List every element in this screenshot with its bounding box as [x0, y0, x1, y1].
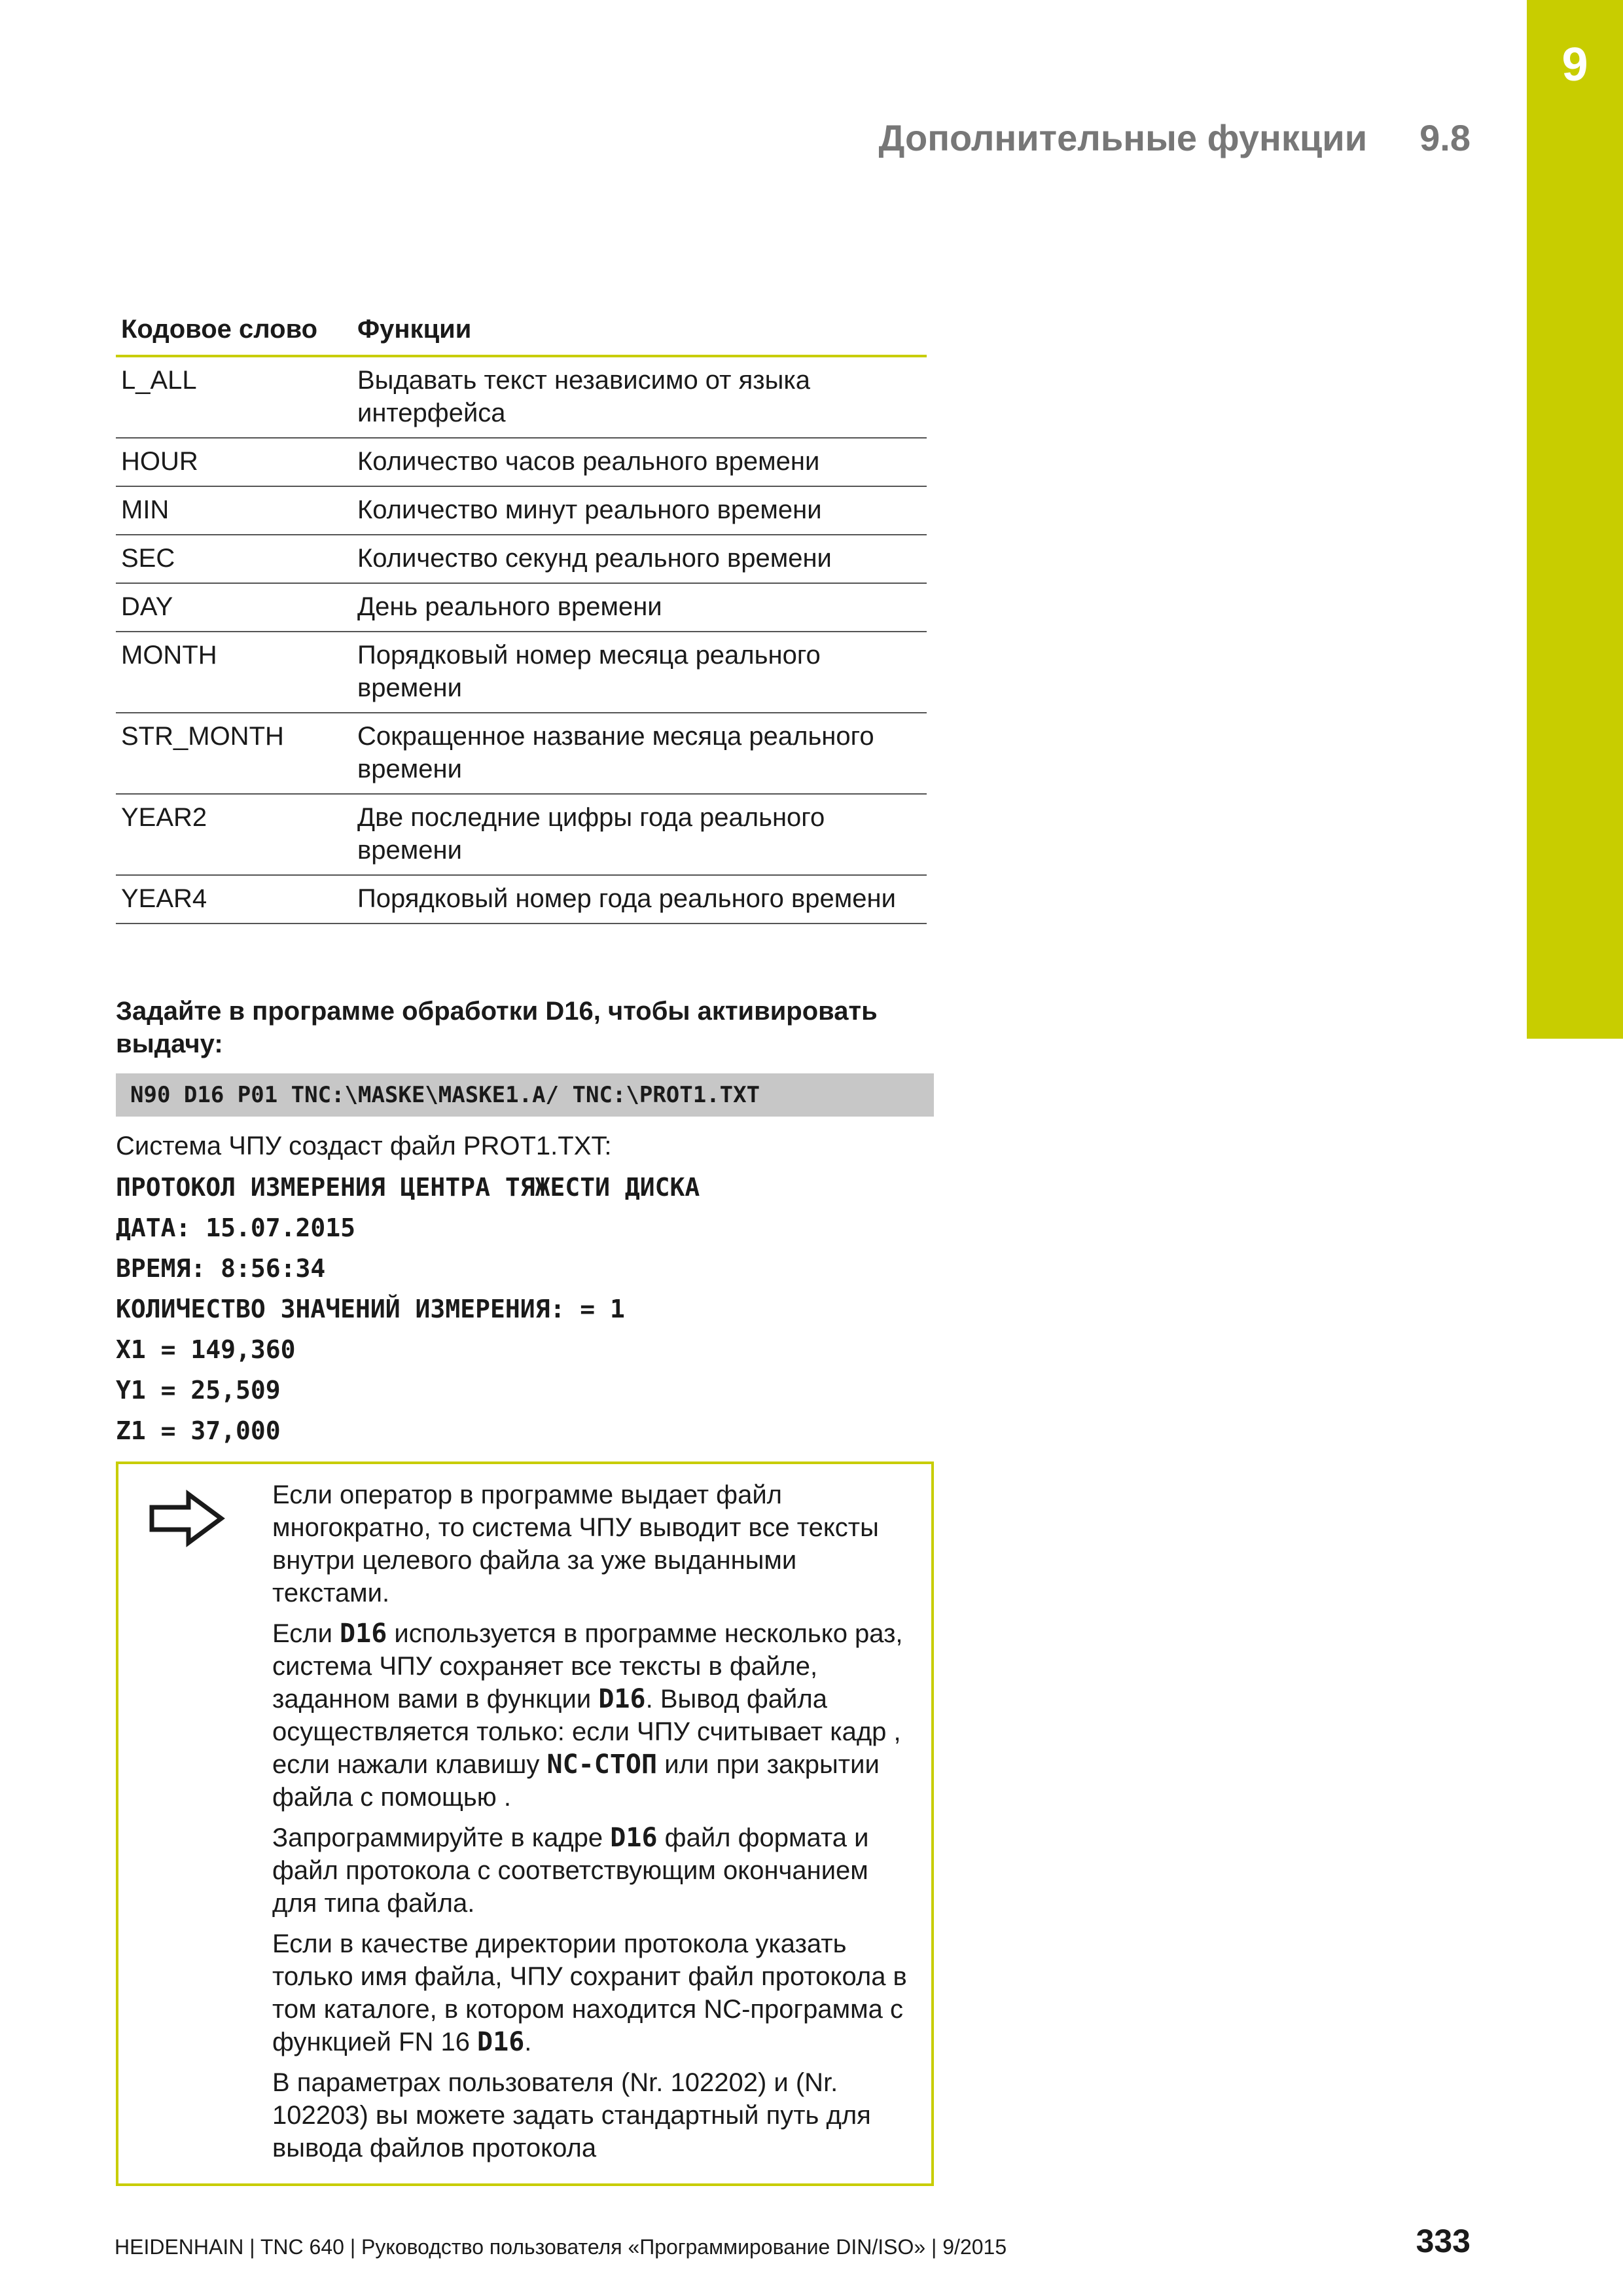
column-header-code: Кодовое слово [116, 308, 352, 356]
table-row [116, 356, 927, 438]
code-cell: HOUR [116, 438, 352, 486]
note-paragraph: Запрограммируйте в кадре D16 файл формата и файл протокола с соответствующим окончанием для типа файла. [272, 1823, 869, 1918]
header-title: Дополнительные функции [878, 117, 1368, 158]
table-row [116, 486, 927, 535]
desc-cell: День реального времени [352, 583, 927, 632]
desc-cell: Порядковый номер месяца реального времени [352, 632, 927, 713]
table-row [116, 535, 927, 583]
protocol-line: КОЛИЧЕСТВО ЗНАЧЕНИЙ ИЗМЕРЕНИЯ: = 1 [116, 1295, 625, 1323]
desc-cell: Две последние цифры года реального времени [352, 794, 927, 875]
code-cell: YEAR2 [116, 794, 352, 875]
note-paragraph: В параметрах пользователя (Nr. 102202) и (Nr. 102203) вы можете задать стандартный путь для вывода файлов протокола [272, 2068, 871, 2162]
chapter-number: 9 [1561, 39, 1588, 91]
code-cell: YEAR4 [116, 875, 352, 924]
code-cell: STR_MONTH [116, 713, 352, 794]
desc-cell: Выдавать текст независимо от языка интерфейса [352, 356, 927, 438]
code-cell: L_ALL [116, 356, 352, 438]
code-example: N90 D16 P01 TNC:\MASKE\MASKE1.A/ TNC:\PROT1.TXT [116, 1073, 934, 1117]
instruction-heading: Задайте в программе обработки D16, чтобы активировать выдачу: [116, 997, 878, 1058]
page-header [878, 117, 1471, 159]
table-row [116, 583, 927, 632]
protocol-line: X1 = 149,360 [116, 1335, 296, 1364]
table-row [116, 713, 927, 794]
note-paragraph: Если оператор в программе выдает файл многократно, то система ЧПУ выводит все тексты внутри целевого файла за уже выданными текстами. [272, 1480, 879, 1607]
header-section-number: 9.8 [1419, 117, 1471, 158]
desc-cell: Сокращенное название месяца реального времени [352, 713, 927, 794]
protocol-line: Z1 = 37,000 [116, 1416, 281, 1445]
note-paragraph: Если D16 используется в программе несколько раз, система ЧПУ сохраняет все тексты в файле, заданном вами в функции D16. Вывод файла осуществляется только: если ЧПУ считывает кадр , если нажали клавишу NC-СТОП или при закрытии файла с помощью . [272, 1619, 903, 1812]
protocol-line: ДАТА: 15.07.2015 [116, 1213, 356, 1242]
desc-cell: Количество часов реального времени [352, 438, 927, 486]
note-text [272, 1479, 920, 2172]
table-row [116, 875, 927, 924]
desc-cell: Количество минут реального времени [352, 486, 927, 535]
chapter-tab [1527, 0, 1623, 1039]
result-intro-text: Система ЧПУ создаст файл PROT1.TXT: [116, 1132, 612, 1160]
code-cell: DAY [116, 583, 352, 632]
table-row [116, 438, 927, 486]
protocol-line: ПРОТОКОЛ ИЗМЕРЕНИЯ ЦЕНТРА ТЯЖЕСТИ ДИСКА [116, 1173, 700, 1202]
desc-cell: Количество секунд реального времени [352, 535, 927, 583]
column-header-function: Функции [352, 308, 927, 356]
protocol-line: Y1 = 25,509 [116, 1376, 281, 1405]
note-paragraph: Если в качестве директории протокола указать только имя файла, ЧПУ сохранит файл протокола в том каталоге, в котором находится NC-программа с функцией FN 16 D16. [272, 1929, 907, 2057]
table-row [116, 794, 927, 875]
code-cell: MIN [116, 486, 352, 535]
footer-text: HEIDENHAIN | TNC 640 | Руководство пользователя «Программирование DIN/ISO» | 9/2015 [115, 2235, 1007, 2259]
code-cell: MONTH [116, 632, 352, 713]
desc-cell: Порядковый номер года реального времени [352, 875, 927, 924]
note-box [116, 1462, 934, 2186]
page-number: 333 [1416, 2223, 1471, 2259]
protocol-output [116, 1169, 700, 1453]
table-row [116, 632, 927, 713]
code-cell: SEC [116, 535, 352, 583]
protocol-line: ВРЕМЯ: 8:56:34 [116, 1254, 326, 1283]
arrow-right-icon [148, 1489, 226, 1548]
codewords-table [116, 308, 927, 924]
table-header-row [116, 308, 927, 356]
